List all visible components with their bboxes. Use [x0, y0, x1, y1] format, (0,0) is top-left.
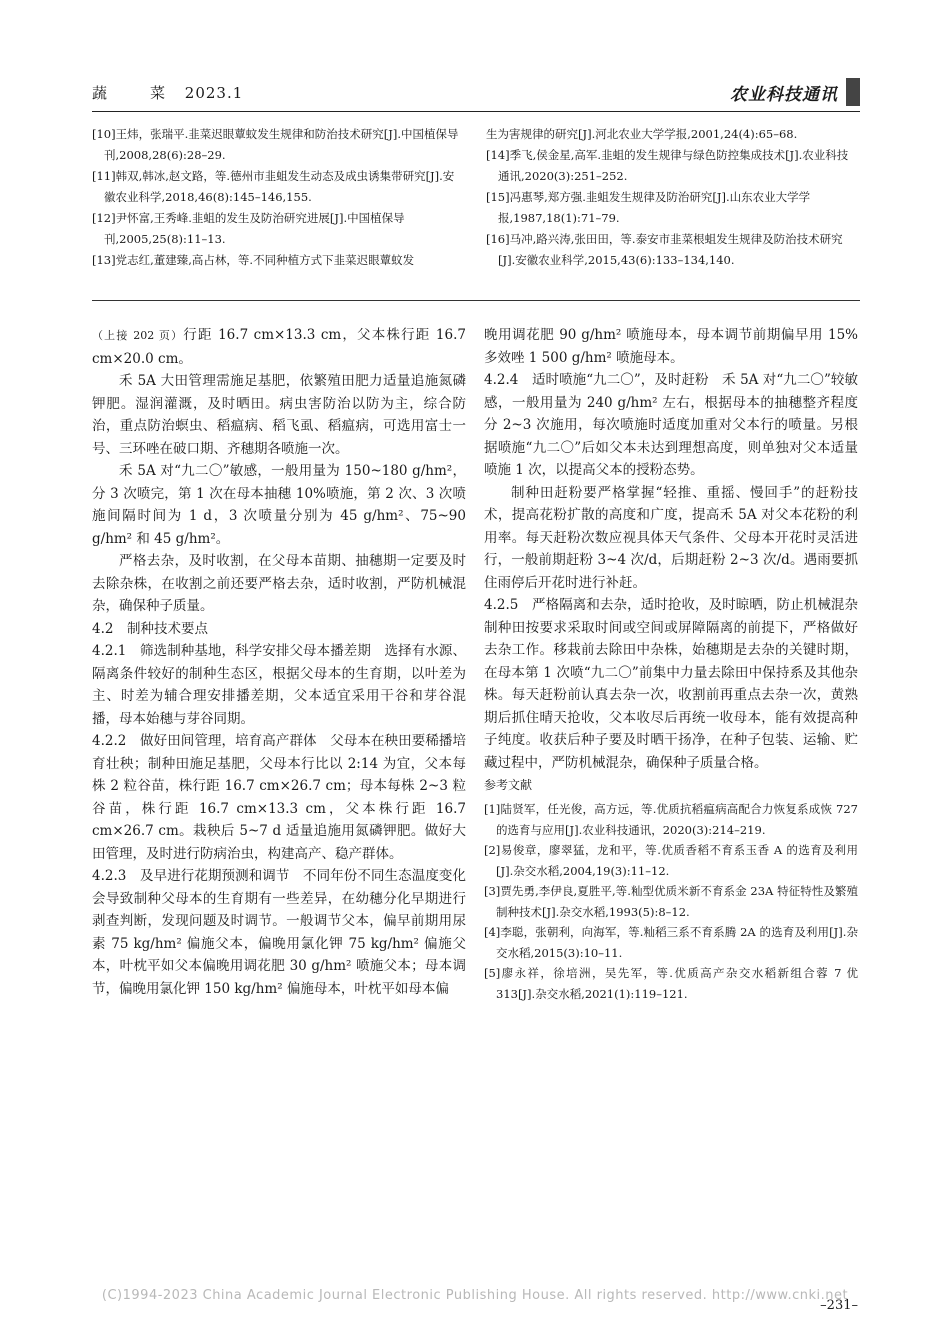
paragraph: 晚用调花肥 90 g/hm² 喷施母本，母本调节前期偏早用 15%多效唑 1 500 g/hm² 喷施母本。 [484, 327, 858, 366]
header-bar [846, 78, 860, 106]
continuation-note: （上接 202 页） [92, 329, 184, 342]
reference-item: [3]贾先勇,李伊良,夏胜平,等.籼型优质米新不育系金 23A 特征特性及繁殖制种技术[J].杂交水稻,1993(5):8–12. [484, 884, 858, 919]
paragraph: 严格去杂，及时收割，在父母本苗期、抽穗期一定要及时去除杂株，在收割之前还要严格去杂，适时收割，严防机械混杂，确保种子质量。 [92, 553, 466, 614]
reference-item: [12]尹怀富,王秀峰.韭蛆的发生及防治研究进展[J].中国植保导刊,2005,25(8):11–13. [92, 211, 405, 246]
reference-item: [10]王炜，张瑞平.韭菜迟眼蕈蚊发生规律和防治技术研究[J].中国植保导刊,2008,28(6):28–29. [92, 127, 459, 162]
journal-name: 蔬 菜 [92, 84, 180, 102]
references-list [484, 799, 858, 1004]
continuation-paragraph [92, 324, 466, 370]
page-header [92, 78, 860, 112]
paragraph: 禾 5A 对“九二〇”敏感，一般用量为 150~180 g/hm²，分 3 次喷完，第 1 次在母本抽穗 10%喷施，第 2 次、3 次喷施间隔时间为 1 d，3 次喷量分别为 45 g/hm²、75~90 g/hm² 和 45 g/hm²。 [92, 463, 466, 547]
reference-item: [16]马冲,路兴涛,张田田，等.泰安市韭菜根蛆发生规律及防治技术研究[J].安徽农业科学,2015,43(6):133–134,140. [486, 232, 843, 267]
copyright-footer: (C)1994-2023 China Academic Journal Electronic Publishing House. All rights reserved. http://www.cnki.net [101, 1288, 849, 1303]
top-references-left [92, 124, 462, 271]
header-logo-text: 农业科技通讯 [730, 85, 838, 105]
paragraph: 制种田赶粉要严格掌握“轻推、重摇、慢回手”的赶粉技术，提高花粉扩散的高度和广度，提高禾 5A 对父本花粉的利用率。每天赶粉次数应视具体天气条件、父母本开花时灵活进行，一般前期赶粉 3~4 次/d，后期赶粉 2~3 次/d。遇雨要抓住雨停后开花时进行补赶。 [484, 484, 858, 591]
reference-item: [5]廖永祥，徐培洲，吴先军，等.优质高产杂交水稻新组合蓉 7 优 313[J].杂交水稻,2021(1):119–121. [484, 966, 858, 1001]
subsection-paragraph: 4.2.3 及早进行花期预测和调节 不同年份不同生态温度变化会导致制种父母本的生育期有一些差异，在幼穗分化早期进行剥查判断，发现问题及时调节。一般调节父本，偏早前期用尿素 75 kg/hm² 偏施父本，偏晚用氯化钾 75 kg/hm² 偏施父本，叶枕平如父本偏晚用调花肥 30 g/hm² 喷施父本；母本调节，偏晚用氯化钾 150 kg/hm² 偏施母本，叶枕平如母本偏 [92, 868, 466, 997]
left-column [92, 324, 466, 1000]
journal-issue: 2023.1 [184, 84, 244, 102]
top-references-right [486, 124, 856, 271]
reference-item: [2]易俊章，廖翠猛，龙和平，等.优质香稻不育系玉香 A 的选育及利用[J].杂交水稻,2004,19(3):11–12. [484, 843, 858, 878]
section-heading: 4.2 制种技术要点 [92, 620, 208, 637]
reference-item: [15]冯惠琴,郑方强.韭蛆发生规律及防治研究[J].山东农业大学学报,1987,18(1):71–79. [486, 190, 811, 225]
reference-item: 生为害规律的研究[J].河北农业大学学报,2001,24(4):65–68. [486, 127, 798, 141]
right-column [484, 324, 872, 1004]
page-number: –231– [820, 1298, 858, 1313]
reference-item: [4]李聪，张朝利，向海军，等.籼稻三系不育系腾 2A 的选育及利用[J].杂交水稻,2015(3):10–11. [484, 925, 858, 960]
subsection-paragraph: 4.2.2 做好田间管理，培育高产群体 父母本在秧田要稀播培育壮秧；制种田施足基肥，父母本行比以 2:14 为宜，父本每株 2 粒谷苗，株行距 16.7 cm×26.7 cm；母本每株 2~3 粒谷苗，株行距 16.7 cm×13.3 cm，父本株行距 16.7 cm×26.7 cm。栽秧后 5~7 d 适量追施用氮磷钾肥。做好大田管理，及时进行防病治虫，构建高产、稳产群体。 [92, 733, 466, 862]
subsection-paragraph: 4.2.4 适时喷施“九二〇”，及时赶粉 禾 5A 对“九二〇”较敏感，一般用量为 240 g/hm² 左右，根据母本的抽穗整齐程度分 2~3 次施用，每次喷施时适度加重对父本行的喷量。另根据喷施“九二〇”后如父本未达到理想高度，则单独对父本适量喷施 1 次，以提高父本的授粉态势。 [484, 372, 858, 478]
journal-title [92, 82, 243, 103]
subsection-paragraph: 4.2.1 筛选制种基地，科学安排父母本播差期 选择有水源、隔离条件较好的制种生态区，根据父母本的生育期，以叶差为主、时差为辅合理安排播差期，父本适宜采用干谷和芽谷混播，母本始穗与芽谷同期。 [92, 643, 466, 727]
reference-item: [14]季飞,侯金星,高军.韭蛆的发生规律与绿色防控集成技术[J].农业科技通讯,2020(3):251–252. [486, 148, 849, 183]
paragraph-text: 行距 16.7 cm×13.3 cm，父本株行距 16.7 cm×20.0 cm。 [92, 327, 466, 367]
subsection-paragraph: 4.2.5 严格隔离和去杂，适时抢收，及时晾晒，防止机械混杂 制种田按要求采取时间或空间或屏障隔离的前提下，严格做好去杂工作。移栽前去除田中杂株，始穗期是去杂的关键时期，在母本第 1 次喷“九二〇”前集中力量去除田中保持系及其他杂株。每天赶粉前认真去杂一次，收割前再重点去杂一次，黄熟期后抓住晴天抢收，父本收尽后再统一收母本，能有效提高种子纯度。收获后种子要及时晒干扬净，在种子包装、运输、贮藏过程中，严防机械混杂，确保种子质量合格。 [484, 597, 872, 771]
reference-item: [1]陆贤军，任光俊，高方远，等.优质抗稻瘟病高配合力恢复系成恢 727 的选育与应用[J].农业科技通讯，2020(3):214–219. [484, 802, 858, 837]
references-title: 参考文献 [484, 778, 533, 792]
reference-item: [11]韩双,韩冰,赵文路，等.德州市韭蛆发生动态及成虫诱集带研究[J].安徽农业科学,2018,46(8):145–146,155. [92, 169, 455, 204]
paragraph: 禾 5A 大田管理需施足基肥，依繁殖田肥力适量追施氮磷钾肥。湿润灌溉，及时晒田。病虫害防治以防为主，综合防治，重点防治螟虫、稻瘟病、稻飞虱、稻瘟病，可选用富士一号、三环唑在破口期、齐穗期各喷施一次。 [92, 373, 466, 457]
section-divider [92, 300, 860, 301]
reference-item: [13]党志红,董建臻,高占林，等.不同种植方式下韭菜迟眼蕈蚊发 [92, 253, 415, 267]
